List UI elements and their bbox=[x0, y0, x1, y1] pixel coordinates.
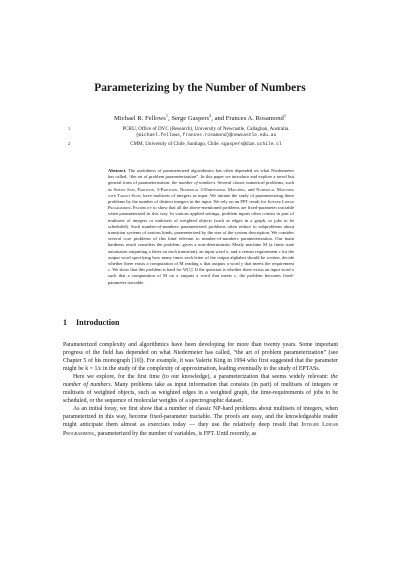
author-affiliation-mark: 1 bbox=[165, 113, 169, 118]
affiliation-number: 1 bbox=[68, 126, 71, 131]
author-name: Michael R. Fellows bbox=[114, 115, 166, 123]
author-separator: , and bbox=[211, 115, 226, 123]
affiliation-1 bbox=[68, 126, 336, 140]
author-name: Serge Gaspers bbox=[171, 115, 210, 123]
author-separator: , bbox=[168, 115, 172, 123]
problem-name: Subset Sum bbox=[113, 186, 135, 192]
affiliation-email: sgaspers@dim.uchile.cl bbox=[221, 142, 282, 147]
paragraph-emphasis: the number of numbers bbox=[63, 374, 338, 389]
section-title: Introduction bbox=[76, 318, 120, 327]
author-affiliation-mark: 2 bbox=[209, 113, 212, 118]
author-name: Frances A. Rosamond bbox=[225, 115, 284, 123]
abstract-text: , bbox=[177, 186, 180, 192]
problem-name: Integer Linear Programming Feasibility bbox=[108, 199, 295, 211]
abstract-emphasis: the number of numbers bbox=[171, 180, 215, 186]
problem-name: Partition bbox=[137, 186, 154, 192]
author-affiliation-mark: 1 bbox=[283, 113, 286, 118]
abstract-label: Abstract. bbox=[108, 168, 127, 173]
affiliation-address: CMM, University of Chile, Santiago, Chile. bbox=[130, 141, 220, 147]
author-list bbox=[0, 111, 400, 123]
problem-name: Partition bbox=[160, 186, 178, 192]
abstract-text: , have multisets of integers as input. We initiate the study of parameterizing these problems by the number of distinct integers in the input. We rely on an FPT result for bbox=[108, 192, 294, 205]
paragraph-text: Here we explore, for the first time (to our knowledge), a parameterization that seems widely relevant: bbox=[73, 374, 331, 381]
paragraph: Parameterized complexity and algorithmics have been developing for more than twenty years. Some important progress of the field has depended on what Niedermeier has called, “the art of problem parameterization” (see Chapter 5 of his monograph [10]). For example, it was Valerie King in 1994 who first suggested that the parameter might be k = 1/ε in the study of the complexity of approximation, leading eventually to the study of EPTASs. bbox=[63, 342, 338, 373]
abstract-text: to show that all the above-mentioned problems are fixed-parameter tractable when parameterized in this way. In various applied settings, problem inputs often consist in part of multisets of integers or multisets of weighted objects (such as edges in a graph, or jobs to be scheduled). Such number-of-numbers parameterized problems often reduce to subproblems about transition systems of various kinds, parameterized by the size of the system description. We consider several core problems of this kind relevant to number-of-numbers parameterization. Our main hardness result considers the problem: given a non-deterministic Mealy machine M (a finite state automaton outputting a letter on each transition), an input word x, and a census requirement c for the output word specifying how many times each letter of the output alphabet should be written, decide whether there exists a computation of M reading x that outputs a word y that meets the requirement c. We show that this problem is hard for W[1]. If the question is whether there exists an input word x such that a computation of M on x outputs a word that meets c, the problem becomes fixed-parameter tractable. bbox=[108, 205, 294, 285]
section-heading bbox=[63, 318, 119, 328]
problem-name: Integer Linear Programming bbox=[63, 422, 339, 437]
affiliation-email: {michael.fellows,frances.rosamond}@newcastle.edu.au bbox=[135, 132, 277, 138]
affiliation-2 bbox=[68, 141, 336, 149]
paragraph bbox=[63, 405, 338, 437]
problem-name: Numerical Matching with Target Sums bbox=[108, 186, 295, 198]
abstract bbox=[108, 168, 294, 286]
problem-name: Numerical 3-Dimensional Matching bbox=[179, 186, 246, 192]
abstract-text: , bbox=[134, 186, 138, 192]
abstract-text: , and bbox=[245, 186, 257, 192]
paragraph-text: . Many problems take as input information that consists (in part) of multisets of integers or multisets of weighted objects, such as weighted edges in a weighted graph, the time-requirements of jobs to be scheduled, or the sequence of molecular weights of a spectrographic dataset. bbox=[63, 382, 338, 405]
abstract-text: The usefulness of parameterized algorithmics has often depended on what Niedermeier has called, “the art of problem parameterization”. In this paper we introduce and explore a novel but general form of parameterization: bbox=[108, 168, 294, 186]
affiliation-address: PCRU, Office of DVC (Research), University of Newcastle, Callaghan, Australia. bbox=[122, 126, 290, 132]
body-text bbox=[63, 341, 338, 438]
paragraph bbox=[63, 373, 338, 405]
paper-title: Parameterizing by the Number of Numbers bbox=[94, 82, 306, 94]
abstract-text: . Several classic numerical problems, such as bbox=[108, 180, 294, 192]
paragraph-text: , parameterized by the number of variables, is FPT. Until recently, as bbox=[94, 430, 257, 437]
section-number: 1 bbox=[63, 318, 67, 327]
affiliation-number: 2 bbox=[68, 141, 71, 146]
paragraph-text: As an initial foray, we first show that a number of classic NP-hard problems about multisets of integers, when parameterized in this way, become fixed-parameter tractable. The proofs are easy, and the knowledgeable reader might anticipate them almost as exercises today — they use the relatively deep result that bbox=[63, 406, 338, 429]
abstract-text: , 3- bbox=[153, 186, 161, 192]
